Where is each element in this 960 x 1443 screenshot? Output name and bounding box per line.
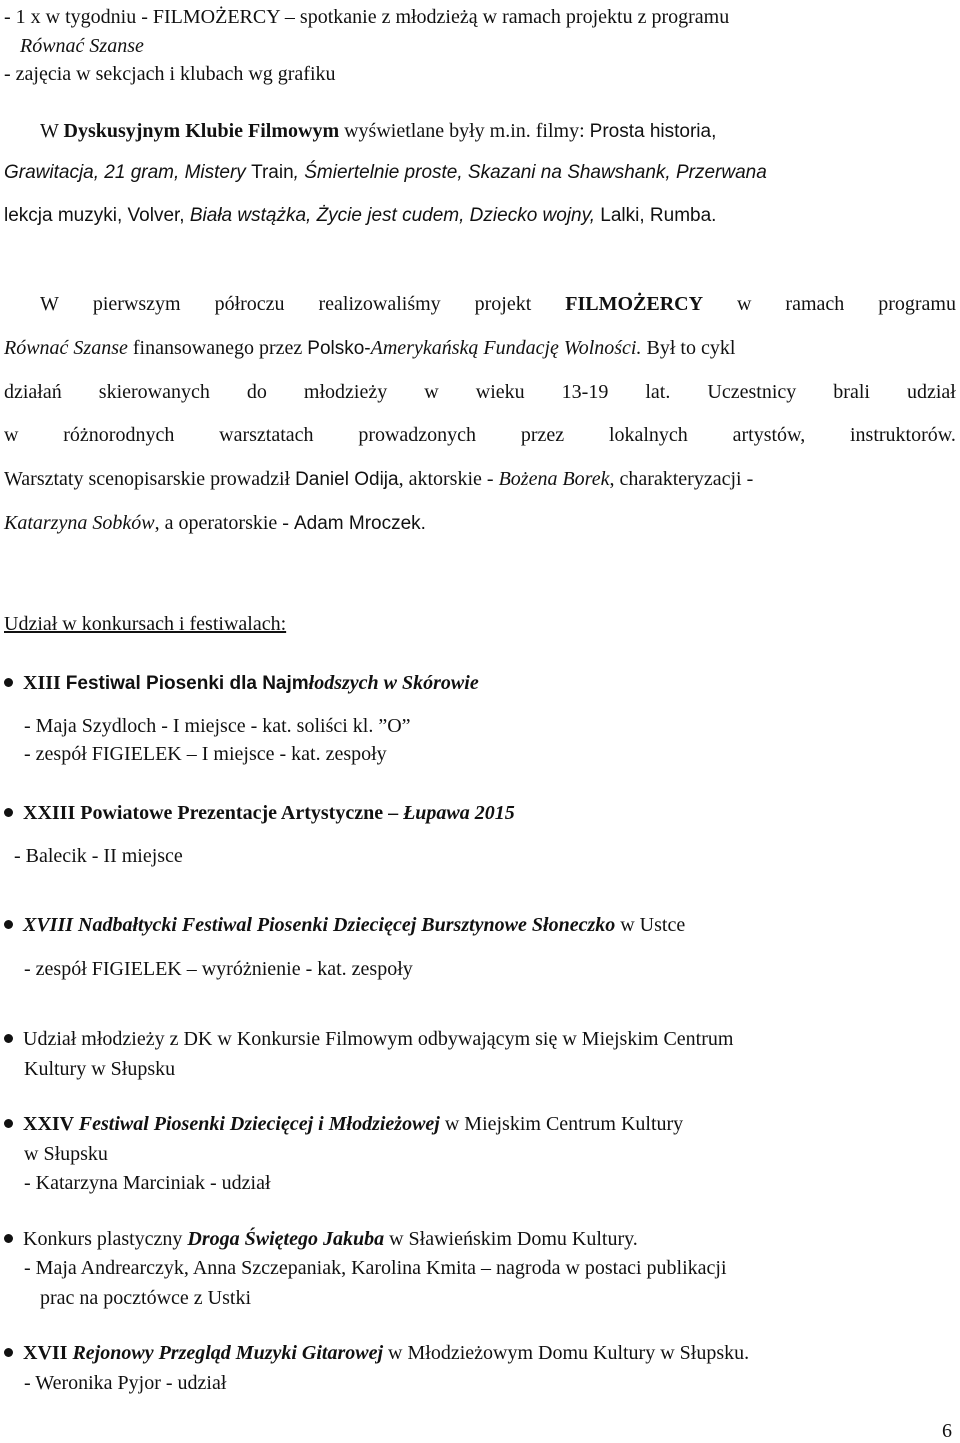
word: wieku: [475, 381, 525, 403]
schedule-line-2: Równać Szanse: [20, 35, 144, 57]
person-name: Bożena Borek: [498, 468, 610, 490]
project-line-6: [4, 512, 426, 535]
text: w Miejskim Centrum Kultury: [439, 1113, 684, 1135]
project-line-1: [4, 293, 956, 315]
festival-item-5: [4, 1113, 683, 1135]
text: , charakteryzacji -: [609, 468, 754, 490]
festival-item-1: [4, 672, 479, 695]
schedule-line-3: - zajęcia w sekcjach i klubach wg grafiku: [4, 63, 336, 85]
text: Train: [251, 162, 294, 183]
text: Polsko-: [307, 338, 371, 359]
word: Uczestnicy: [707, 381, 797, 403]
word: skierowanych: [98, 381, 210, 403]
text: Droga Świętego Jakuba: [187, 1228, 385, 1250]
result-line: - zespół FIGIELEK – wyróżnienie - kat. zespoły: [24, 958, 413, 980]
word: pierwszym: [92, 293, 181, 315]
project-line-4: [4, 424, 956, 446]
text: w Sławieńskim Domu Kultury.: [384, 1228, 638, 1250]
text: XXIV: [23, 1113, 79, 1135]
word: artystów,: [732, 424, 806, 446]
word: W: [40, 293, 59, 315]
word: przez: [520, 424, 565, 446]
text: w Ustce: [615, 914, 686, 936]
text: Udział młodzieży z DK w Konkursie Filmowym odbywającym się w Miejskim Centrum: [23, 1028, 734, 1050]
text: Biała wstążka, Życie jest cudem, Dziecko wojny,: [189, 205, 601, 226]
text: wyświetlane były m.in. filmy:: [339, 120, 590, 142]
bullet-icon: [4, 920, 13, 929]
text: Festiwal Piosenki dla Najm: [65, 673, 309, 694]
word: ramach: [785, 293, 845, 315]
result-line: - zespół FIGIELEK – I miejsce - kat. zespoły: [24, 743, 387, 765]
film-club-line-2: [4, 163, 767, 184]
text: Warsztaty scenopisarskie prowadził: [4, 468, 296, 490]
word: lat.: [645, 381, 671, 403]
festival-item-7: [4, 1342, 749, 1364]
result-line: - Katarzyna Marciniak - udział: [24, 1172, 271, 1194]
word: do: [246, 381, 267, 403]
word: realizowaliśmy: [318, 293, 441, 315]
text: XVII: [23, 1342, 73, 1364]
word: projekt: [474, 293, 532, 315]
festival-item-2: [4, 802, 515, 824]
text: lekcja muzyki,: [4, 205, 128, 226]
word: lokalnych: [608, 424, 688, 446]
result-line: Kultury w Słupsku: [24, 1058, 176, 1080]
text: Volver: [127, 205, 180, 226]
text: Lalki, Rumba.: [600, 205, 717, 226]
bullet-icon: [4, 808, 13, 817]
page-number: 6: [942, 1420, 952, 1442]
text: Był to cykl: [641, 337, 736, 359]
text: XXIII Powiatowe Prezentacje Artystyczne –: [23, 802, 404, 824]
person-name: Daniel Odija: [295, 469, 399, 490]
bullet-icon: [4, 678, 13, 687]
bullet-icon: [4, 1034, 13, 1043]
word: różnorodnych: [63, 424, 175, 446]
film-club-line-1: [40, 120, 716, 143]
text: łodszych w Skórowie: [308, 672, 479, 694]
word: instruktorów.: [849, 424, 956, 446]
word: w: [424, 381, 439, 403]
project-line-3: [4, 381, 956, 403]
festival-item-4: [4, 1028, 733, 1050]
text: w Młodzieżowym Domu Kultury w Słupsku.: [383, 1342, 750, 1364]
text: , aktorskie -: [398, 468, 499, 490]
result-line: w Słupsku: [24, 1143, 108, 1165]
bullet-icon: [4, 1119, 13, 1128]
text: Grawitacja, 21 gram, Mistery: [4, 162, 252, 183]
project-line-5: [4, 468, 753, 491]
festival-item-3: [4, 914, 685, 936]
film-club-name: Dyskusyjnym Klubie Filmowym: [63, 120, 340, 142]
text: ,: [179, 205, 190, 226]
word: programu: [878, 293, 956, 315]
word: brali: [833, 381, 870, 403]
word: udział: [906, 381, 956, 403]
result-line: - Maja Szydloch - I miejsce - kat. soliści kl. ”O”: [24, 715, 411, 737]
text: , a operatorskie -: [154, 512, 294, 534]
text: Rejonowy Przegląd Muzyki Gitarowej: [72, 1342, 384, 1364]
foundation-name: Amerykańską Fundację Wolności.: [370, 337, 642, 359]
text: W: [40, 120, 64, 142]
word: warsztatach: [219, 424, 314, 446]
text: XIII: [23, 672, 66, 694]
project-line-2: [4, 337, 735, 360]
result-line: - Weronika Pyjor - udział: [24, 1372, 227, 1394]
word: w: [4, 424, 19, 446]
word: półroczu: [214, 293, 285, 315]
text: Konkurs plastyczny: [23, 1228, 188, 1250]
word: 13-19: [561, 381, 609, 403]
project-name: FILMOŻERCY: [565, 293, 704, 315]
schedule-line-1: - 1 x w tygodniu - FILMOŻERCY – spotkanie z młodzieżą w ramach projektu z programu: [4, 6, 730, 28]
text: XVIII Nadbałtycki Festiwal Piosenki Dziecięcej Bursztynowe Słoneczko: [23, 914, 616, 936]
result-line: prac na pocztówce z Ustki: [40, 1287, 252, 1309]
festival-item-6: [4, 1228, 638, 1250]
text: , Śmiertelnie proste, Skazani na Shawshank, Przerwana: [293, 162, 767, 183]
text: finansowanego przez: [127, 337, 308, 359]
text: Łupawa 2015: [403, 802, 515, 824]
section-heading: Udział w konkursach i festiwalach:: [4, 613, 287, 635]
bullet-icon: [4, 1348, 13, 1357]
word: działań: [4, 381, 62, 403]
person-name: Katarzyna Sobków: [4, 512, 155, 534]
result-line: - Maja Andrearczyk, Anna Szczepaniak, Karolina Kmita – nagroda w postaci publikacji: [24, 1257, 727, 1279]
result-line: - Balecik - II miejsce: [14, 845, 183, 867]
bullet-icon: [4, 1234, 13, 1243]
text: Festiwal Piosenki Dziecięcej i Młodzieżowej: [78, 1113, 440, 1135]
word: prowadzonych: [358, 424, 477, 446]
word: młodzieży: [303, 381, 388, 403]
program-name: Równać Szanse: [4, 337, 128, 359]
film-club-line-3: [4, 206, 716, 227]
text: Prosta historia,: [589, 121, 717, 142]
word: w: [737, 293, 752, 315]
person-name: Adam Mroczek.: [293, 513, 426, 534]
